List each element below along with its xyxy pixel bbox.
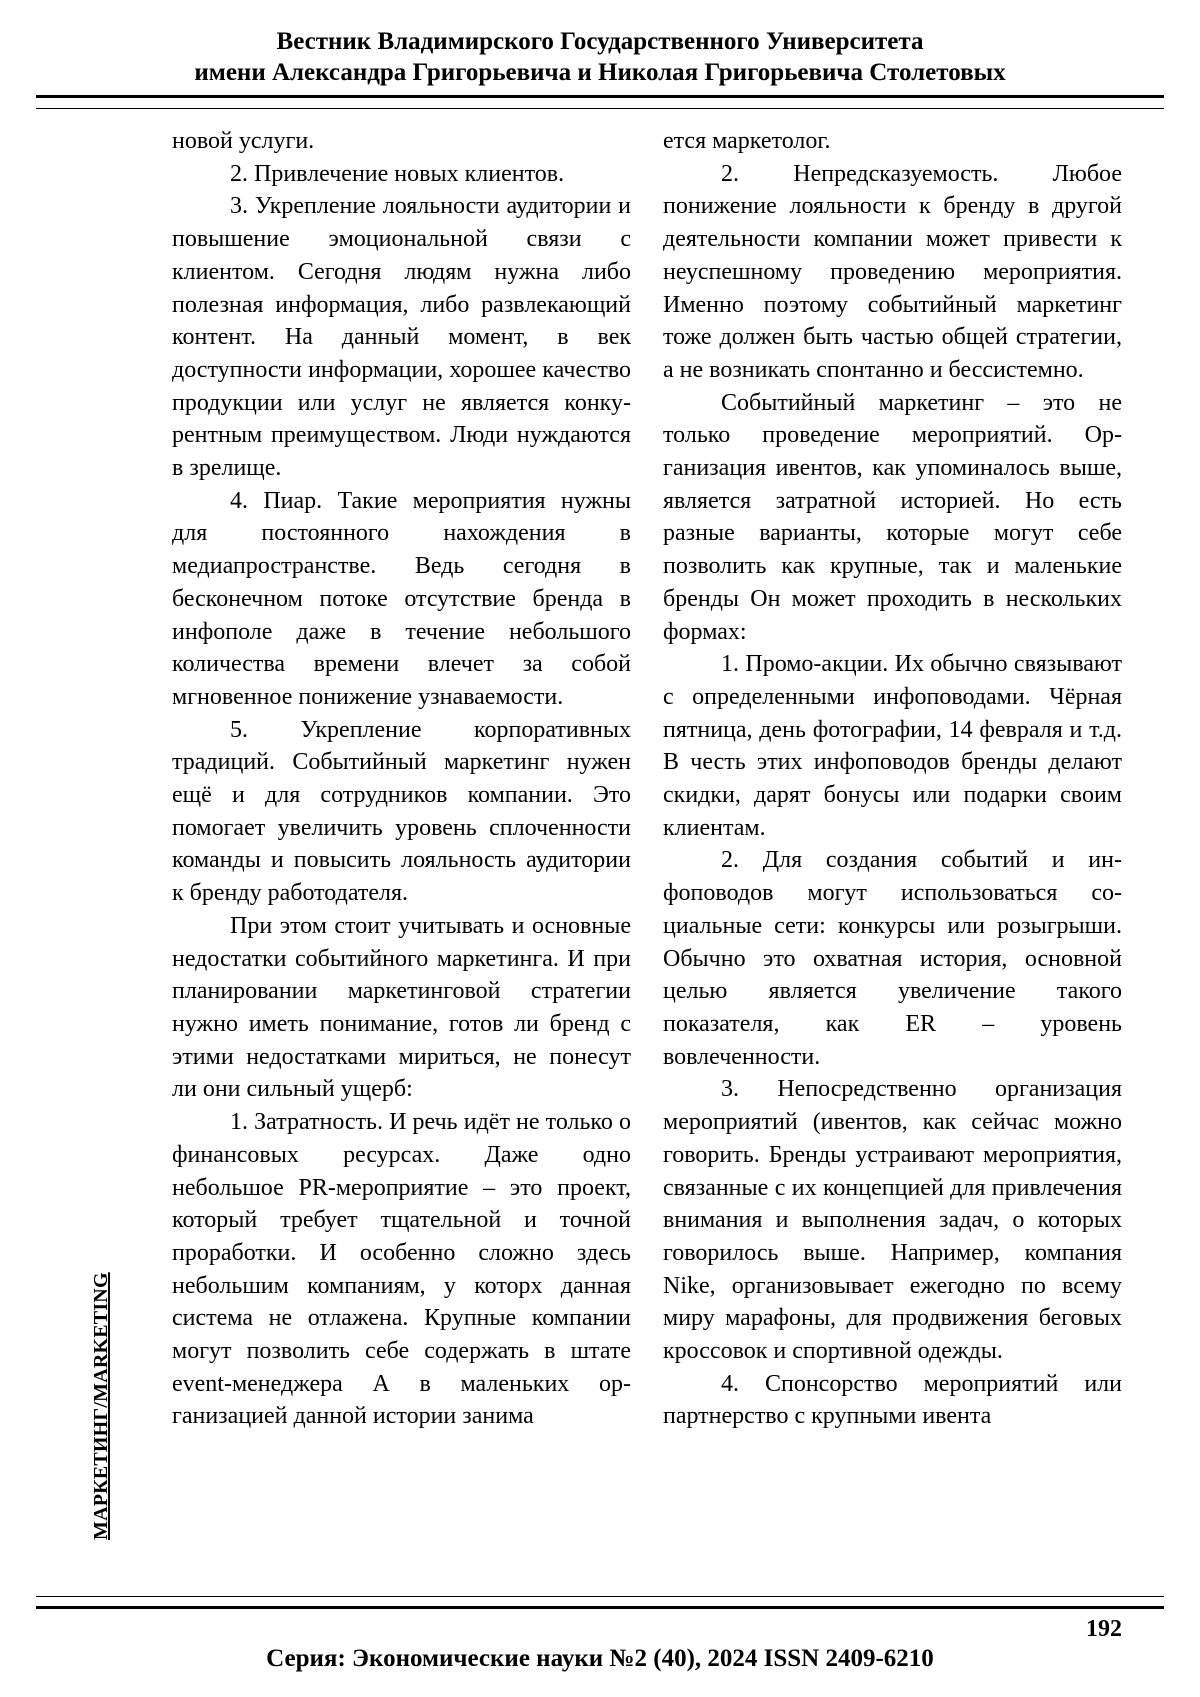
footer-rule-thin: [36, 1596, 1164, 1597]
paragraph: 3. Укрепление лояльности аудитории и повышение эмоциональной связи с клиентом. Сегодня людям нужна либо полезная информация, либо развлекающий контент. На данный момент, в век доступности информации, хорошее качество продукции или услуг не является конкурентным преимуществом. Люди нуждаются в зрелище.: [172, 193, 631, 482]
footer-rule-thick: [36, 1606, 1164, 1609]
left-column: [172, 125, 631, 1591]
paragraph: 5. Укрепление корпоративных традиций. Событийный маркетинг нужен ещё и для сотрудников компании. Это помогает увеличить уровень сплоченности команды и повысить лояльность аудитории к бренду работодателя.: [172, 716, 631, 907]
paragraph: 4. Пиар. Такие мероприятия нужны для постоянного нахождения в медиапространстве. Ведь сегодня в бесконечном потоке отсутствие бренда в инфополе даже в течение небольшого количества времени влечет за собой мгновенное понижение узнаваемости.: [172, 487, 631, 710]
paragraph: новой услуги.: [172, 128, 315, 154]
journal-title-line-1: Вестник Владимирского Государственного Университета: [276, 28, 924, 55]
paragraph: 2. Непредсказуемость. Любое понижение лояльности к бренду в другой деятельности компании может привести к неуспешному проведению мероприятия. Именно поэтому событийный маркетинг тоже должен быть частью общей стратегии, а не возникать спонтанно и бессистемно.: [663, 160, 1122, 383]
paragraph: 2. Привлечение новых клиентов.: [230, 160, 565, 187]
paragraph: 1. Промо-акции. Их обычно связывают с определенными инфоповодами. Чёрная пятница, день фотографии, 14 февраля и т.д. В честь этих инфоповодов бренды делают скидки, дарят бонусы или подарки своим клиентам.: [663, 651, 1122, 841]
page-number: 192: [1086, 1616, 1122, 1642]
header-rule-thin: [36, 108, 1164, 109]
paragraph: 1. Затратность. И речь идёт не только о финансовых ресурсах. Даже одно небольшое PR-мероприятие – это проект, который требует тщательной и точной проработки. И особенно сложно здесь небольшим компаниям, у которх данная система не отлажена. Крупные компании могут позволить себе содержать в штате event-менеджера А в маленьких организацией данной истории занима: [172, 1109, 631, 1430]
paragraph: 2. Для создания событий и инфоповодов могут использоваться социальные сети: конкурсы или розыгрыши. Обычно это охватная история, основной целью является увеличение такого показателя, как ER – уровень вовлеченности.: [663, 847, 1122, 1070]
paragraph: ется маркетолог.: [663, 128, 831, 154]
journal-title-line-2: имени Александра Григорьевича и Николая Григорьевича Столетовых: [194, 59, 1006, 86]
header-rule-thick: [36, 95, 1164, 98]
right-column: [663, 125, 1122, 1591]
paragraph: Событийный маркетинг – это не только проведение мероприятий. Организация ивентов, как упоминалось выше, является затратной историей. Но есть разные варианты, которые могут себе позволить как крупные, так и маленькие бренды Он может проходить в нескольких формах:: [663, 389, 1122, 645]
paragraph: 3. Непосредственно организация мероприятий (ивентов, как сейчас можно говорить. Бренды устраивают мероприятия, связанные с их концепцией для привлечения внимания и выполнения задач, о которых говорилось выше. Например, компания Nike, организовывает ежегодно по всему миру марафоны, для продвижения беговых кроссовок и спортивной одежды.: [663, 1076, 1122, 1365]
journal-header: [0, 26, 1200, 88]
paragraph: 4. Спонсорство мероприятий или партнерство с крупными ивента: [663, 1370, 1122, 1430]
paragraph: При этом стоит учитывать и основные недостатки событийного маркетинга. И при планировании маркетинговой стратегии нужно иметь понимание, готов ли бренд с этими недостатками мириться, не понесут ли они сильный ущерб:: [172, 912, 631, 1103]
journal-series-footer: Серия: Экономические науки №2 (40), 2024 ISSN 2409-6210: [266, 1645, 934, 1672]
section-side-label: МАРКЕТИНГ/MARKETING: [90, 1272, 112, 1540]
